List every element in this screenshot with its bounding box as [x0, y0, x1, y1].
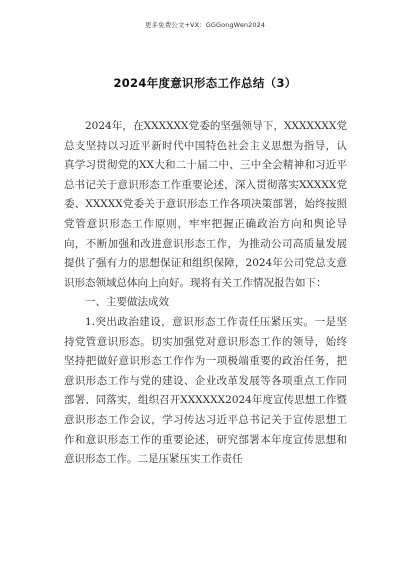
header-note: 更多免费公文+VX：GGGongWen2024 [144, 21, 266, 29]
section-heading: 一、主要做法成效 [85, 296, 169, 309]
document-title: 2024年度意识形态工作总结（3） [113, 76, 297, 90]
intro-paragraph: 2024年，在XXXXXX党委的坚强领导下，XXXXXXX党总支坚持以习近平新时代中国特色社会主义思想为指导，认真学习贯彻党的XX大和二十届二中、三中全会精神和习近平总书记关于意识形态工作重要论述，深入贯彻落实XXXXX党委、XXXXX党委关于意识形态工作各项决策部署，始终按照党管意识形态工作原则，牢牢把握正确政治方向和舆论导向，不断加强和改进意识形态工作，为推动公司高质量发展提供了强有力的思想保证和组织保障，2024年公司党总支意识形态领域总体向上向好。现将有关工作情况报告如下： [64, 120, 347, 289]
section-paragraph: 1.突出政治建设，意识形态工作责任压紧压实。一是坚持党管意识形态。切实加强党对意识形态工作的领导，始终坚持把做好意识形态工作作为一项极端重要的政治任务，把意识形态工作与党的建设、企业改革发展等各项重点工作同部署、同落实，组织召开XXXXXX2024年度宣传思想工作暨意识形态工作会议，学习传达习近平总书记关于宣传思想工作和意识形态工作的重要论述，研究部署本年度宣传思想和意识形态工作。二是压紧压实工作责任 [64, 315, 347, 466]
document-body [64, 117, 347, 470]
